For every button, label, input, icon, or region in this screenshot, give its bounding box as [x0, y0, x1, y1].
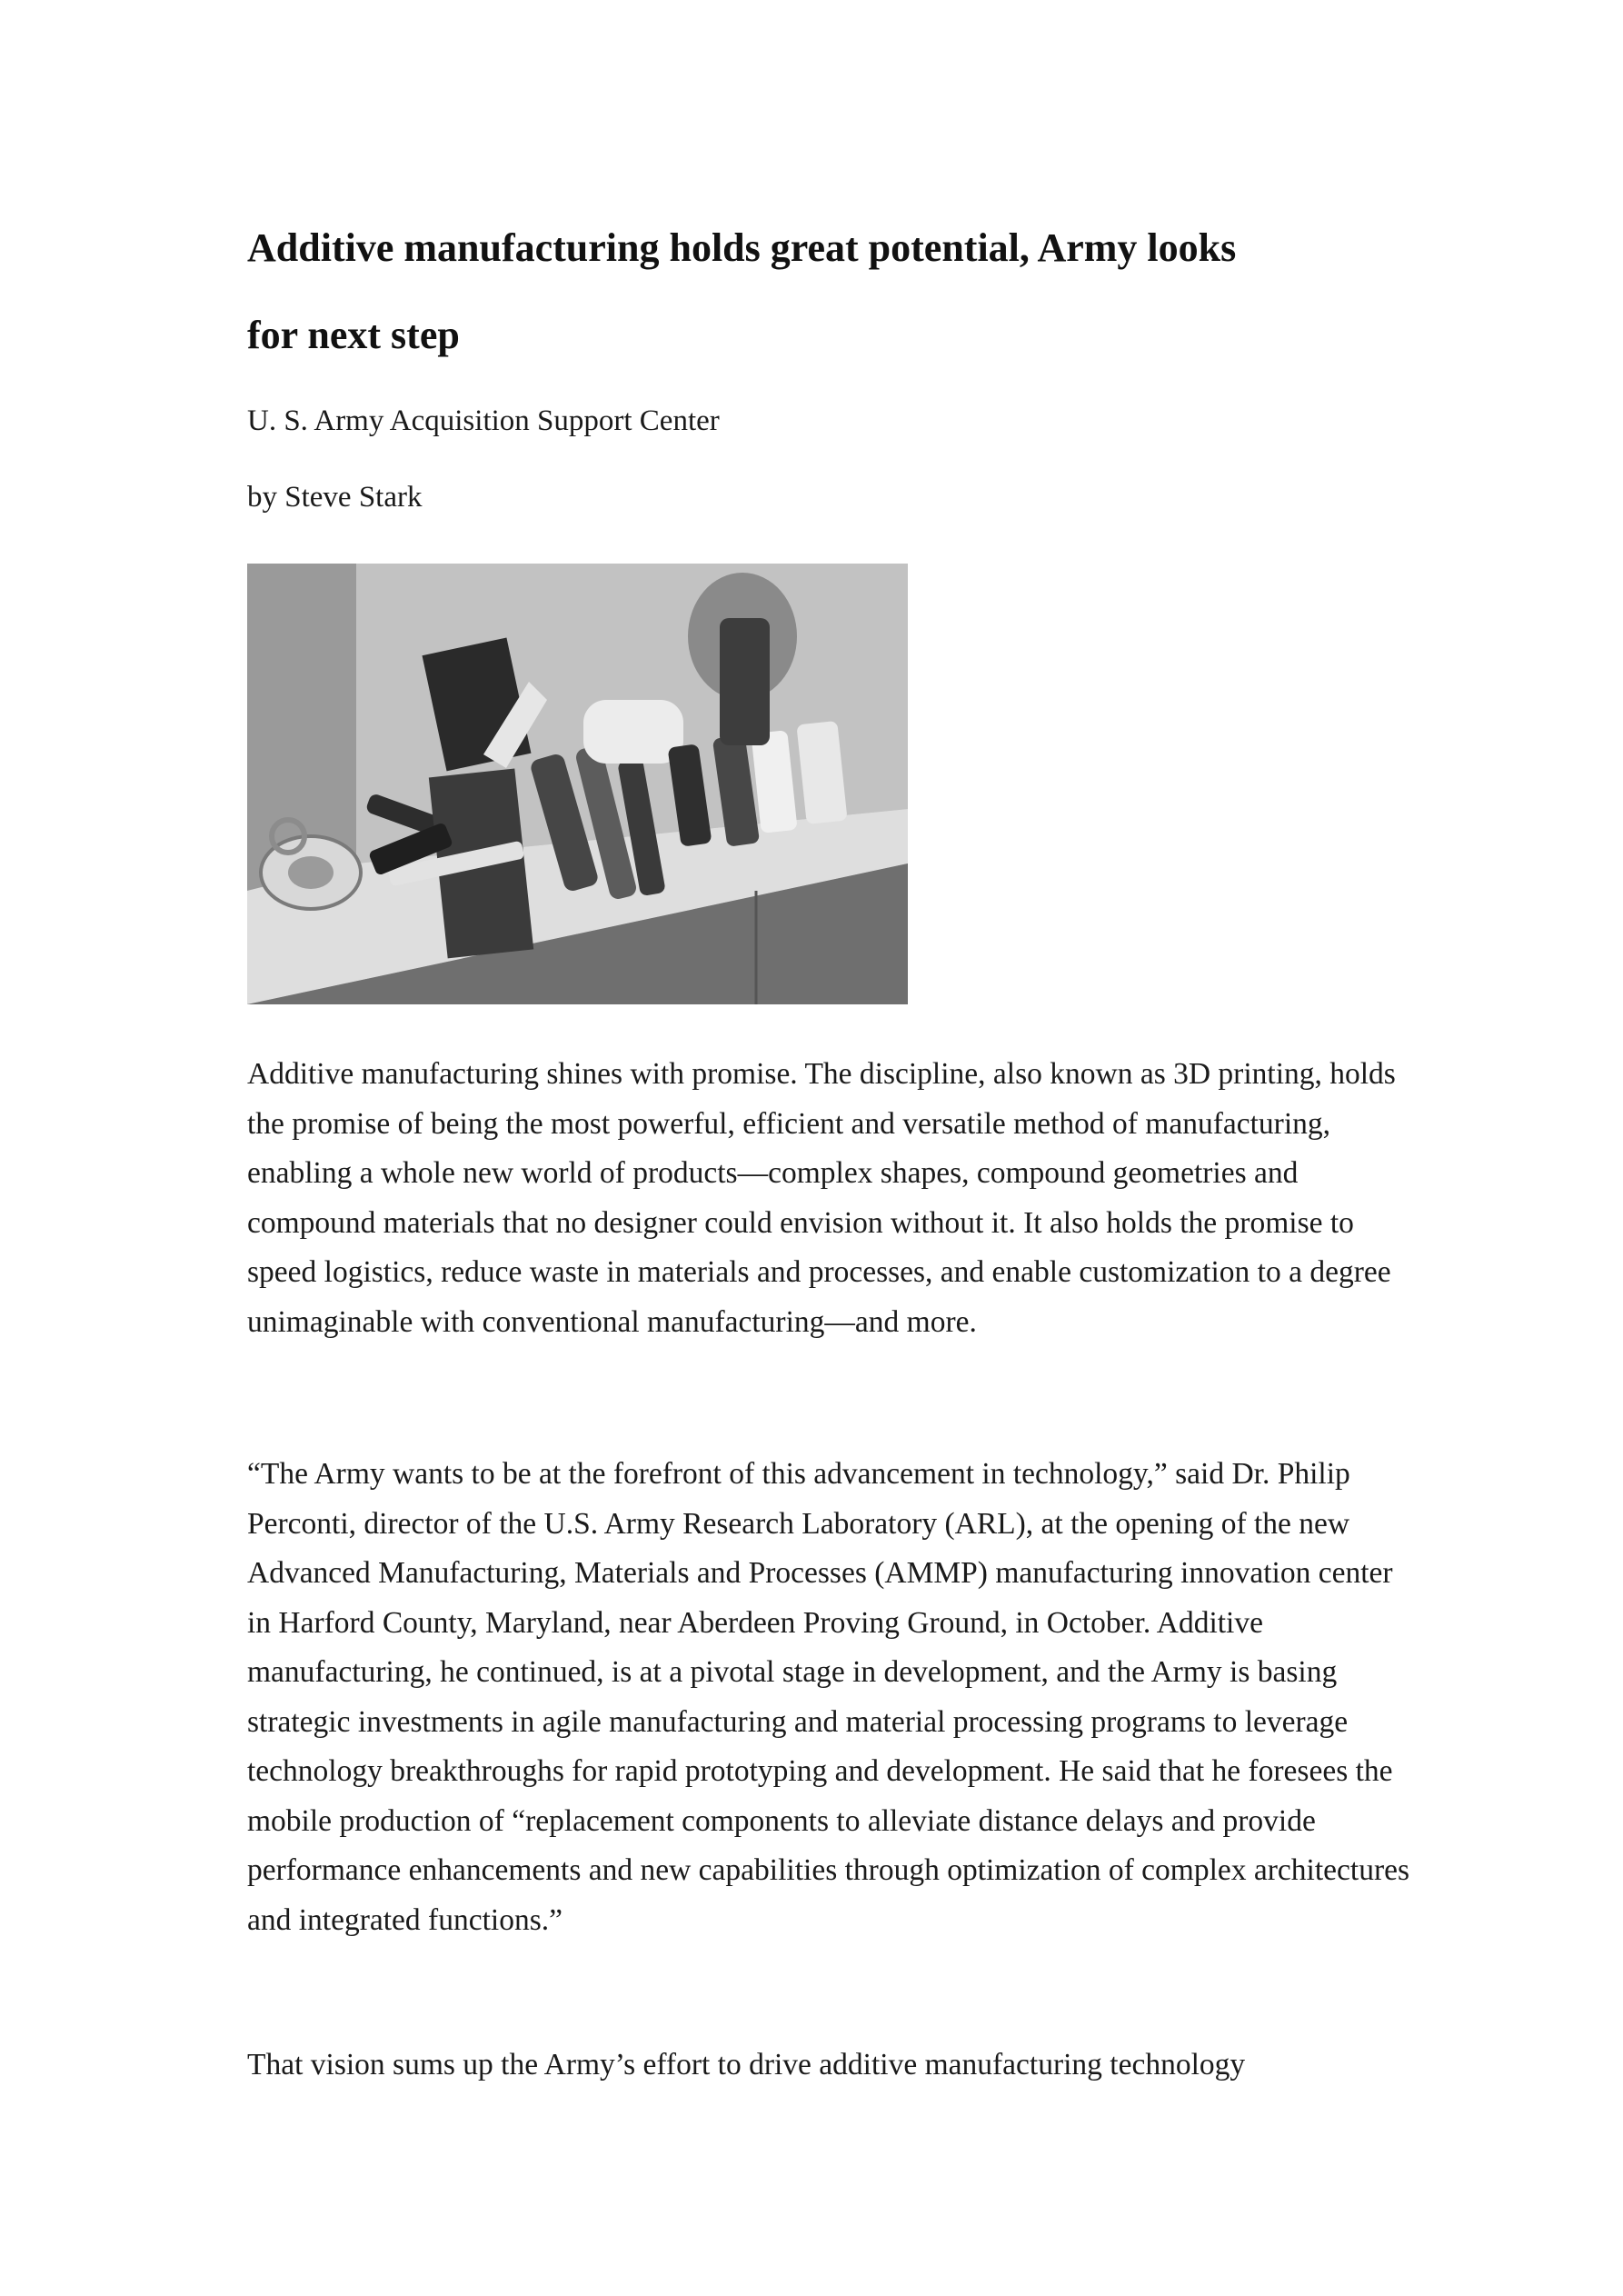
paragraph-2: “The Army wants to be at the forefront of this advancement in technology,” said Dr. Philip Perconti, director of the U.S. Army Research Laboratory (ARL), at the opening of the new Advanced Manufacturing, Materials and Processes (AMMP) manufacturing innovation center in Harford County, Maryland, near Aberdeen Proving Ground, in October. Additive manufacturing, he continued, is at a pivotal stage in development, and the Army is basing strategic investments in agile manufacturing and material processing programs to leverage technology breakthroughs for rapid prototyping and development. He said that he foresees the mobile production of “replacement components to alleviate distance delays and provide performance enhancements and new capabilities through optimization of complex architectures and integrated functions.”: [247, 1457, 1410, 1937]
paragraph-3: That vision sums up the Army’s effort to drive additive manufacturing technology: [247, 2048, 1246, 2081]
paragraph-1: Additive manufacturing shines with promise. The discipline, also known as 3D printing, holds the promise of being the most powerful, efficient and versatile method of manufacturing, enabling a whole new world of products—complex shapes, compound geometries and compound materials that no designer could envision without it. It also holds the promise to speed logistics, reduce waste in materials and processes, and enable customization to a degree unimaginable with conventional manufacturing—and more.: [247, 1057, 1396, 1339]
author-byline: by Steve Stark: [247, 481, 423, 514]
article-title-line-1: Additive manufacturing holds great potential, Army looks: [247, 225, 1237, 270]
article-title-line-2: for next step: [247, 313, 460, 357]
article-photo: [247, 564, 908, 1004]
organization-name: U. S. Army Acquisition Support Center: [247, 404, 720, 437]
article-title: [247, 205, 1429, 379]
